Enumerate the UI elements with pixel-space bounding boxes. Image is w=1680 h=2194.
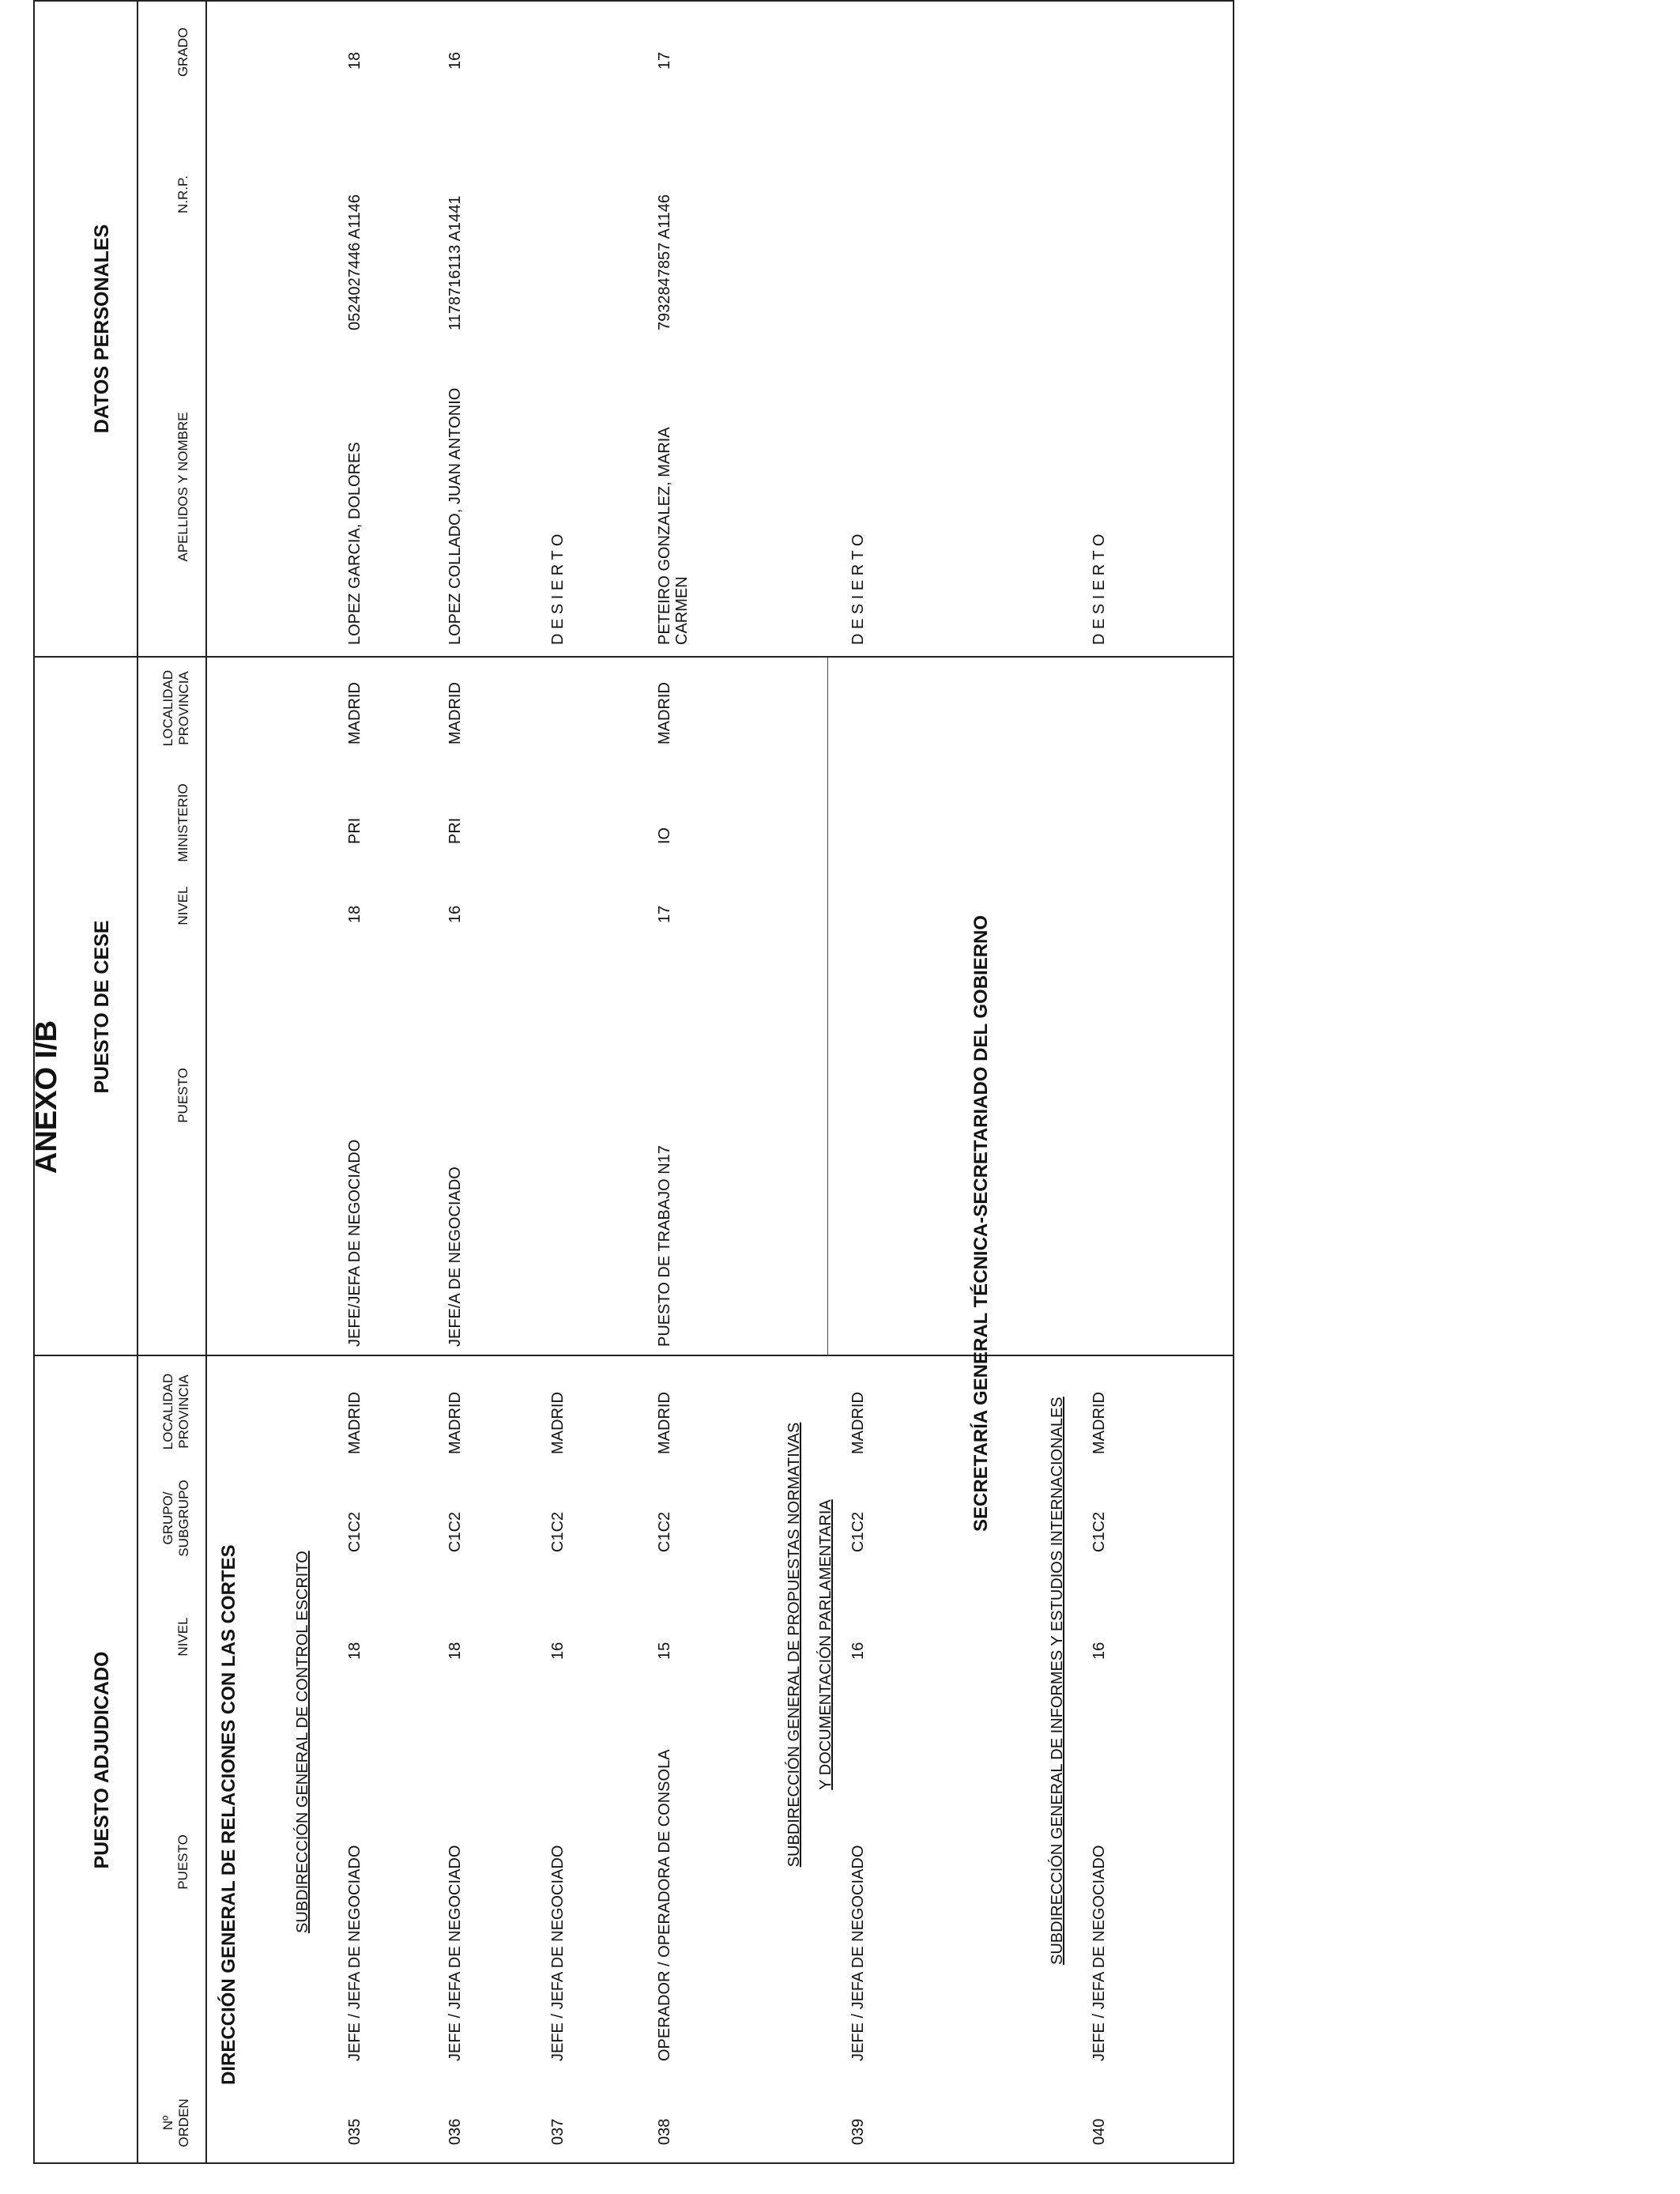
cell-ministerio: PRI <box>346 817 363 844</box>
header-grado: GRADO <box>175 27 190 77</box>
section-title: SECRETARÍA GENERAL TÉCNICA-SECRETARIADO DEL GOBIERNO <box>970 914 992 1532</box>
header-apellidos: APELLIDOS Y NOMBRE <box>175 412 190 562</box>
cell-puesto: JEFE / JEFA DE NEGOCIADO <box>346 1845 363 2061</box>
cell-grado: 18 <box>346 51 363 70</box>
group-header-cese: PUESTO DE CESE <box>91 920 113 1094</box>
cell-nrp: 7932847857 A1146 <box>656 194 673 330</box>
subsection-title: SUBDIRECCIÓN GENERAL DE CONTROL ESCRITO <box>294 1551 311 1933</box>
cell-puesto: JEFE / JEFA DE NEGOCIADO <box>1090 1845 1108 2061</box>
cell-cese-puesto: JEFE/A DE NEGOCIADO <box>446 1167 464 1347</box>
cell-nombre: CARMEN <box>673 576 691 645</box>
cell-grupo: C1C2 <box>656 1511 673 1552</box>
cell-orden: 040 <box>1090 2118 1108 2145</box>
cell-grado: 16 <box>446 51 464 70</box>
header-ministerio: MINISTERIO <box>175 783 190 862</box>
cell-nivel: 15 <box>656 1642 673 1660</box>
cell-localidad: MADRID <box>849 1392 867 1454</box>
cell-nombre: LOPEZ COLLADO, JUAN ANTONIO <box>446 387 464 645</box>
cell-puesto: OPERADOR / OPERADORA DE CONSOLA <box>656 1749 673 2061</box>
cell-nivel: 16 <box>849 1642 867 1660</box>
cell-nivel: 18 <box>346 1642 363 1660</box>
cell-cese-localidad: MADRID <box>346 682 363 745</box>
subsection-title: SUBDIRECCIÓN GENERAL DE PROPUESTAS NORMATIVAS Y DOCUMENTACIÓN PARLAMENTARIA <box>785 1422 834 1868</box>
header-localidad: LOCALIDAD PROVINCIA <box>160 1373 191 1450</box>
subsection-title: SUBDIRECCIÓN GENERAL DE INFORMES Y ESTUDIOS INTERNACIONALES <box>1049 1397 1066 1965</box>
cell-cese-puesto: JEFE/JEFA DE NEGOCIADO <box>346 1139 363 1347</box>
header-cese-nivel: NIVEL <box>175 886 190 925</box>
divider-column-headers <box>205 0 207 2164</box>
cell-nivel: 16 <box>1090 1642 1108 1660</box>
cell-cese-localidad: MADRID <box>446 682 464 745</box>
cell-nombre: D E S I E R T O <box>1090 533 1108 645</box>
section-title: DIRECCIÓN GENERAL DE RELACIONES CON LAS CORTES <box>218 1544 239 2085</box>
cell-cese-nivel: 17 <box>656 905 673 923</box>
cell-nombre: PETEIRO GONZALEZ, MARIA <box>656 427 673 645</box>
group-header-adjudicado: PUESTO ADJUDICADO <box>91 1651 113 1869</box>
cell-cese-nivel: 16 <box>446 905 464 923</box>
cell-puesto: JEFE / JEFA DE NEGOCIADO <box>849 1845 867 2061</box>
cell-nombre: LOPEZ GARCIA, DOLORES <box>346 442 363 645</box>
cell-orden: 039 <box>849 2118 867 2145</box>
cell-localidad: MADRID <box>549 1392 567 1454</box>
cell-orden: 038 <box>656 2118 673 2145</box>
cell-nombre: D E S I E R T O <box>549 533 567 645</box>
cell-nombre: D E S I E R T O <box>849 533 867 645</box>
cell-grupo: C1C2 <box>549 1511 567 1552</box>
cell-puesto: JEFE / JEFA DE NEGOCIADO <box>549 1845 567 2061</box>
header-cese-puesto: PUESTO <box>175 1068 190 1123</box>
cell-grupo: C1C2 <box>446 1511 464 1552</box>
cell-ministerio: IO <box>656 827 673 844</box>
cell-localidad: MADRID <box>656 1392 673 1454</box>
group-header-personales: DATOS PERSONALES <box>91 224 113 434</box>
cell-orden: 035 <box>346 2118 363 2145</box>
cell-cese-nivel: 18 <box>346 905 363 923</box>
cell-nivel: 18 <box>446 1642 464 1660</box>
cell-cese-puesto: PUESTO DE TRABAJO N17 <box>656 1145 673 1347</box>
page-title: ANEXO I/B <box>30 1020 63 1174</box>
header-nrp: N.R.P. <box>175 175 190 213</box>
cell-nivel: 16 <box>549 1642 567 1660</box>
cell-ministerio: PRI <box>446 817 464 844</box>
cell-localidad: MADRID <box>446 1392 464 1454</box>
cell-grado: 17 <box>656 51 673 70</box>
header-orden: Nº ORDEN <box>160 2098 191 2147</box>
header-puesto: PUESTO <box>175 1834 190 1890</box>
header-cese-localidad: LOCALIDAD PROVINCIA <box>160 669 191 747</box>
cell-grupo: C1C2 <box>849 1511 867 1552</box>
cell-grupo: C1C2 <box>1090 1511 1108 1552</box>
cell-nrp: 1178716113 A1441 <box>446 195 464 330</box>
cell-orden: 036 <box>446 2118 464 2145</box>
cell-grupo: C1C2 <box>346 1511 363 1552</box>
divider-cese-personales <box>33 656 1234 658</box>
divider-adjudicado-cese <box>33 1355 1234 1356</box>
cell-cese-localidad: MADRID <box>656 682 673 745</box>
divider-group-headers <box>137 0 138 2164</box>
header-grupo: GRUPO/ SUBGRUPO <box>160 1480 191 1557</box>
cell-orden: 037 <box>549 2118 567 2145</box>
cell-localidad: MADRID <box>346 1392 363 1454</box>
cell-localidad: MADRID <box>1090 1392 1108 1454</box>
cell-puesto: JEFE / JEFA DE NEGOCIADO <box>446 1845 464 2061</box>
header-nivel: NIVEL <box>175 1617 190 1657</box>
divider-after-row-038 <box>827 658 828 1356</box>
cell-nrp: 0524027446 A1146 <box>346 194 363 330</box>
